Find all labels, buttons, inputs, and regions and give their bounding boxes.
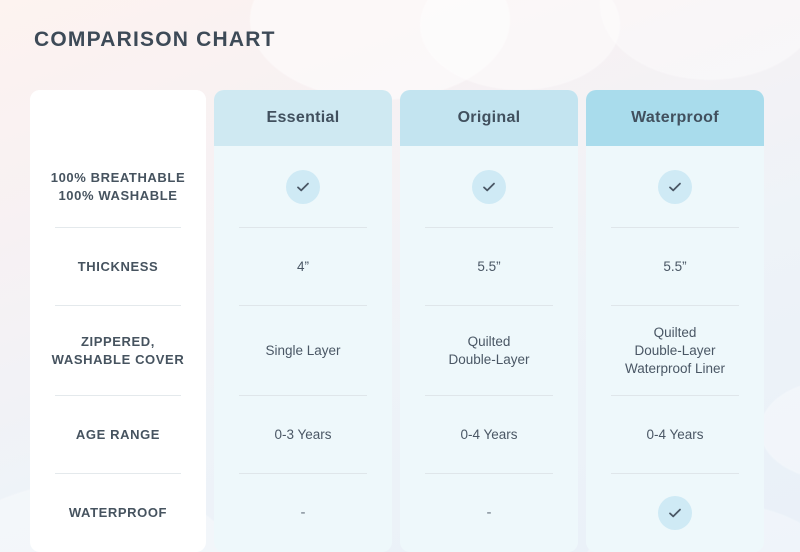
cell-essential-thickness: 4”	[214, 228, 392, 306]
check-icon	[658, 496, 692, 530]
cell-original-breathable-washable	[400, 146, 578, 228]
column-header-features	[30, 90, 206, 146]
feature-label-line1: ZIPPERED,	[80, 334, 156, 350]
cell-original-age: 0-4 Years	[400, 396, 578, 474]
feature-label-line2: 100% WASHABLE	[58, 188, 178, 203]
table-column-features	[30, 90, 206, 552]
page-title: COMPARISON CHART	[34, 28, 276, 51]
cell-waterproof-waterproof	[586, 474, 764, 552]
feature-label-line1: THICKNESS	[77, 259, 159, 275]
cell-original-cover: Quilted Double-Layer	[400, 306, 578, 396]
check-icon	[658, 170, 692, 204]
column-header-essential: Essential	[214, 90, 392, 146]
column-header-original: Original	[400, 90, 578, 146]
table-column-waterproof	[586, 90, 764, 552]
cloud-decoration	[600, 0, 800, 80]
feature-label-age-range	[30, 396, 206, 474]
cell-essential-age: 0-3 Years	[214, 396, 392, 474]
cell-waterproof-breathable-washable	[586, 146, 764, 228]
cell-essential-breathable-washable	[214, 146, 392, 228]
feature-label-line1: AGE RANGE	[75, 427, 161, 443]
feature-label-line2: WASHABLE COVER	[51, 352, 185, 367]
table-column-original	[400, 90, 578, 552]
cell-essential-waterproof: -	[300, 503, 306, 521]
check-icon	[286, 170, 320, 204]
cell-original-waterproof: -	[486, 503, 492, 521]
feature-label-zippered-cover	[30, 306, 206, 396]
cell-waterproof-cover: Quilted Double-Layer Waterproof Liner	[586, 306, 764, 396]
cell-waterproof-thickness: 5.5”	[586, 228, 764, 306]
cell-essential-cover: Single Layer	[214, 306, 392, 396]
feature-label-line1: WATERPROOF	[68, 505, 168, 521]
feature-label-waterproof	[30, 474, 206, 552]
cell-original-thickness: 5.5”	[400, 228, 578, 306]
feature-label-thickness	[30, 228, 206, 306]
table-column-essential	[214, 90, 392, 552]
check-icon	[472, 170, 506, 204]
feature-label-breathable-washable	[30, 146, 206, 228]
feature-label-line1: 100% BREATHABLE	[50, 170, 186, 186]
column-header-waterproof: Waterproof	[586, 90, 764, 146]
cell-waterproof-age: 0-4 Years	[586, 396, 764, 474]
comparison-table	[30, 90, 770, 552]
